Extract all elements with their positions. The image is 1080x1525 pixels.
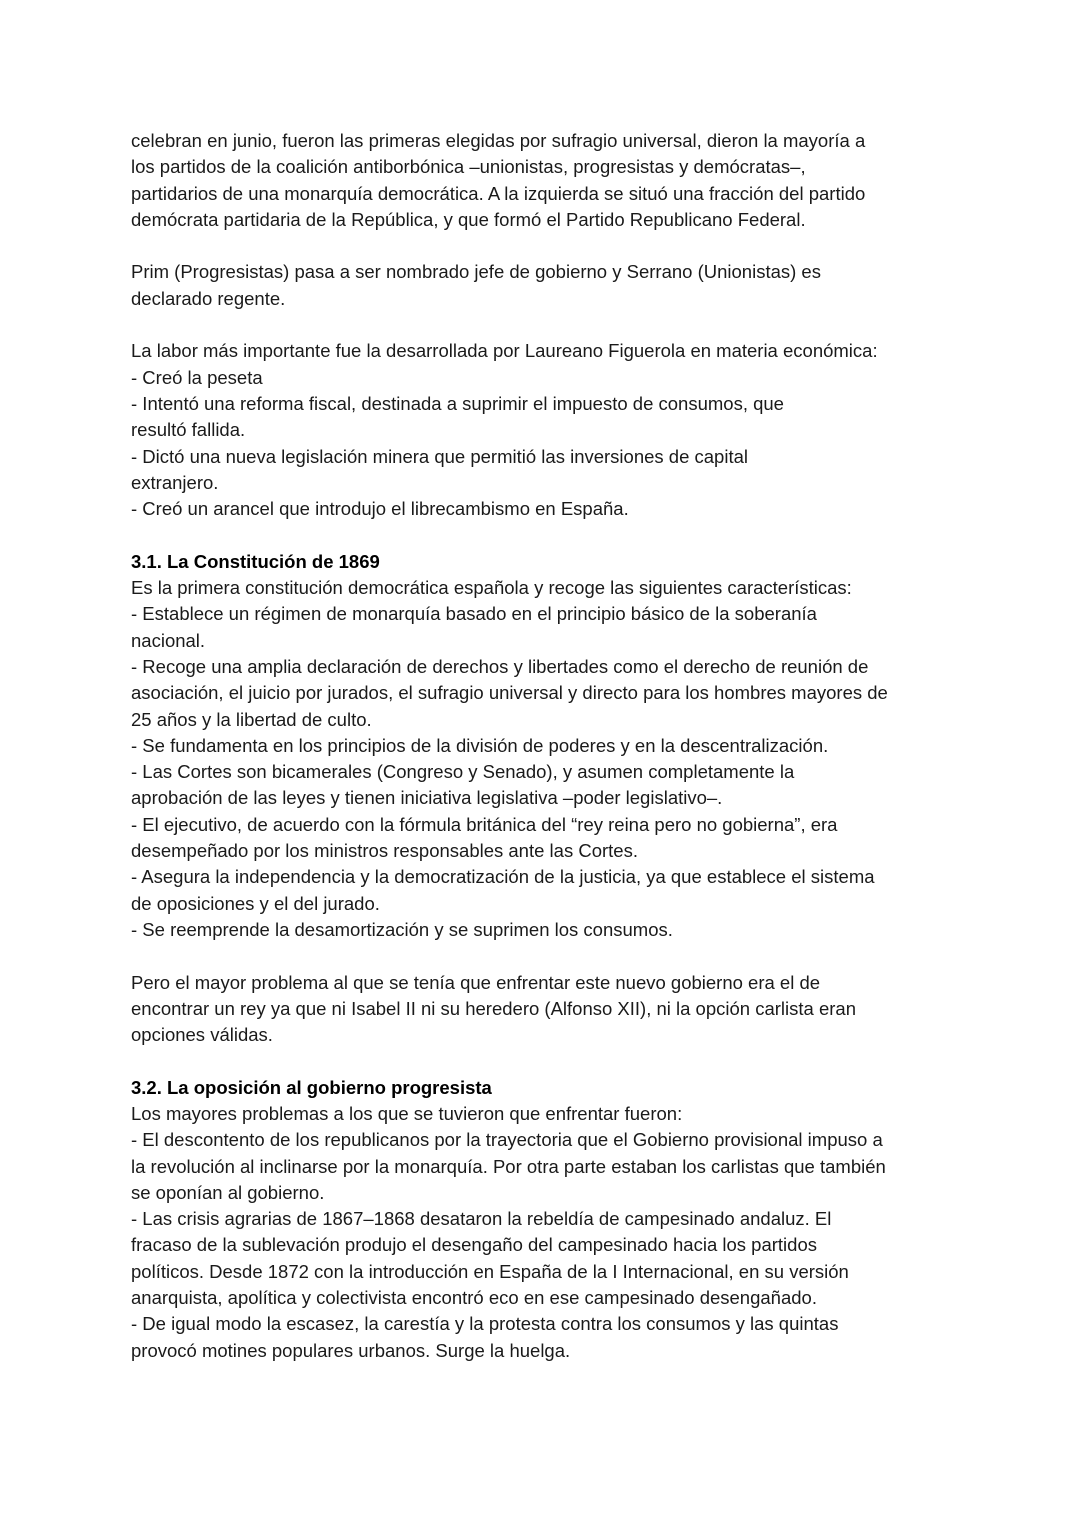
text-line: se oponían al gobierno. bbox=[131, 1181, 325, 1203]
paragraph-gap bbox=[131, 1048, 961, 1074]
paragraph-elecciones bbox=[131, 128, 961, 233]
text-line: anarquista, apolítica y colectivista encontró eco en ese campesinado desengañado. bbox=[131, 1287, 817, 1309]
text-line: Los mayores problemas a los que se tuvieron que enfrentar fueron: bbox=[131, 1102, 683, 1124]
paragraph-gap bbox=[131, 943, 961, 969]
paragraph-gap bbox=[131, 312, 961, 338]
text-line: aprobación de las leyes y tienen iniciativa legislativa –poder legislativo–. bbox=[131, 787, 723, 809]
list-item: - Las Cortes son bicamerales (Congreso y Senado), y asumen completamente la bbox=[131, 761, 795, 783]
text-line: desempeñado por los ministros responsables ante las Cortes. bbox=[131, 840, 638, 862]
list-item: - Dictó una nueva legislación minera que permitió las inversiones de capital bbox=[131, 445, 748, 467]
list-item: - Las crisis agrarias de 1867–1868 desataron la rebeldía de campesinado andaluz. El bbox=[131, 1208, 832, 1230]
text-line: provocó motines populares urbanos. Surge la huelga. bbox=[131, 1339, 571, 1361]
list-item: - Recoge una amplia declaración de derechos y libertades como el derecho de reunión de bbox=[131, 655, 869, 677]
text-line: encontrar un rey ya que ni Isabel II ni su heredero (Alfonso XII), ni la opción carlista eran bbox=[131, 997, 856, 1019]
list-item: - Asegura la independencia y la democratización de la justicia, ya que establece el sistema bbox=[131, 866, 875, 888]
text-line: los partidos de la coalición antiborbónica –unionistas, progresistas y demócratas–, bbox=[131, 156, 806, 178]
list-item: - De igual modo la escasez, la carestía y la protesta contra los consumos y las quintas bbox=[131, 1313, 839, 1335]
paragraph-figuerola bbox=[131, 338, 961, 522]
paragraph-problema-rey bbox=[131, 970, 961, 1049]
list-item: - Se reemprende la desamortización y se suprimen los consumos. bbox=[131, 918, 673, 940]
list-item: - Creó un arancel que introdujo el librecambismo en España. bbox=[131, 498, 629, 520]
text-line: políticos. Desde 1872 con la introducción en España de la I Internacional, en su versión bbox=[131, 1260, 849, 1282]
list-item: - Se fundamenta en los principios de la división de poderes y en la descentralización. bbox=[131, 734, 829, 756]
section-constitucion-1869 bbox=[131, 549, 961, 943]
section-heading: 3.1. La Constitución de 1869 bbox=[131, 550, 380, 572]
paragraph-gap bbox=[131, 522, 961, 548]
text-line: asociación, el juicio por jurados, el sufragio universal y directo para los hombres mayores de bbox=[131, 682, 888, 704]
paragraph-gap bbox=[131, 233, 961, 259]
text-line: La labor más importante fue la desarrollada por Laureano Figuerola en materia económica: bbox=[131, 340, 878, 362]
list-item: - Creó la peseta bbox=[131, 366, 263, 388]
text-line: partidarios de una monarquía democrática. A la izquierda se situó una fracción del partido bbox=[131, 182, 866, 204]
section-oposicion-gobierno bbox=[131, 1075, 961, 1364]
text-line: 25 años y la libertad de culto. bbox=[131, 708, 372, 730]
section-heading: 3.2. La oposición al gobierno progresista bbox=[131, 1076, 492, 1098]
text-line: Pero el mayor problema al que se tenía que enfrentar este nuevo gobierno era el de bbox=[131, 971, 821, 993]
list-item: - El descontento de los republicanos por la trayectoria que el Gobierno provisional impuso a bbox=[131, 1129, 883, 1151]
text-line: nacional. bbox=[131, 629, 206, 651]
text-line: demócrata partidaria de la República, y que formó el Partido Republicano Federal. bbox=[131, 208, 806, 230]
text-line: extranjero. bbox=[131, 471, 219, 493]
text-line: de oposiciones y el del jurado. bbox=[131, 892, 380, 914]
text-line: la revolución al inclinarse por la monarquía. Por otra parte estaban los carlistas que también bbox=[131, 1155, 886, 1177]
list-item: - Intentó una reforma fiscal, destinada a suprimir el impuesto de consumos, que bbox=[131, 392, 784, 414]
text-line: celebran en junio, fueron las primeras elegidas por sufragio universal, dieron la mayoría a bbox=[131, 130, 866, 151]
text-line: fracaso de la sublevación produjo el desengaño del campesinado hacia los partidos bbox=[131, 1234, 817, 1256]
text-line: declarado regente. bbox=[131, 287, 286, 309]
text-line: resultó fallida. bbox=[131, 419, 246, 441]
text-line: opciones válidas. bbox=[131, 1024, 273, 1046]
list-item: - Establece un régimen de monarquía basado en el principio básico de la soberanía bbox=[131, 603, 817, 625]
paragraph-prim-serrano bbox=[131, 259, 961, 312]
list-item: - El ejecutivo, de acuerdo con la fórmula británica del “rey reina pero no gobierna”, era bbox=[131, 813, 838, 835]
text-line: Prim (Progresistas) pasa a ser nombrado jefe de gobierno y Serrano (Unionistas) es bbox=[131, 261, 821, 283]
text-line: Es la primera constitución democrática española y recoge las siguientes características: bbox=[131, 577, 852, 599]
document-page bbox=[131, 128, 961, 1364]
